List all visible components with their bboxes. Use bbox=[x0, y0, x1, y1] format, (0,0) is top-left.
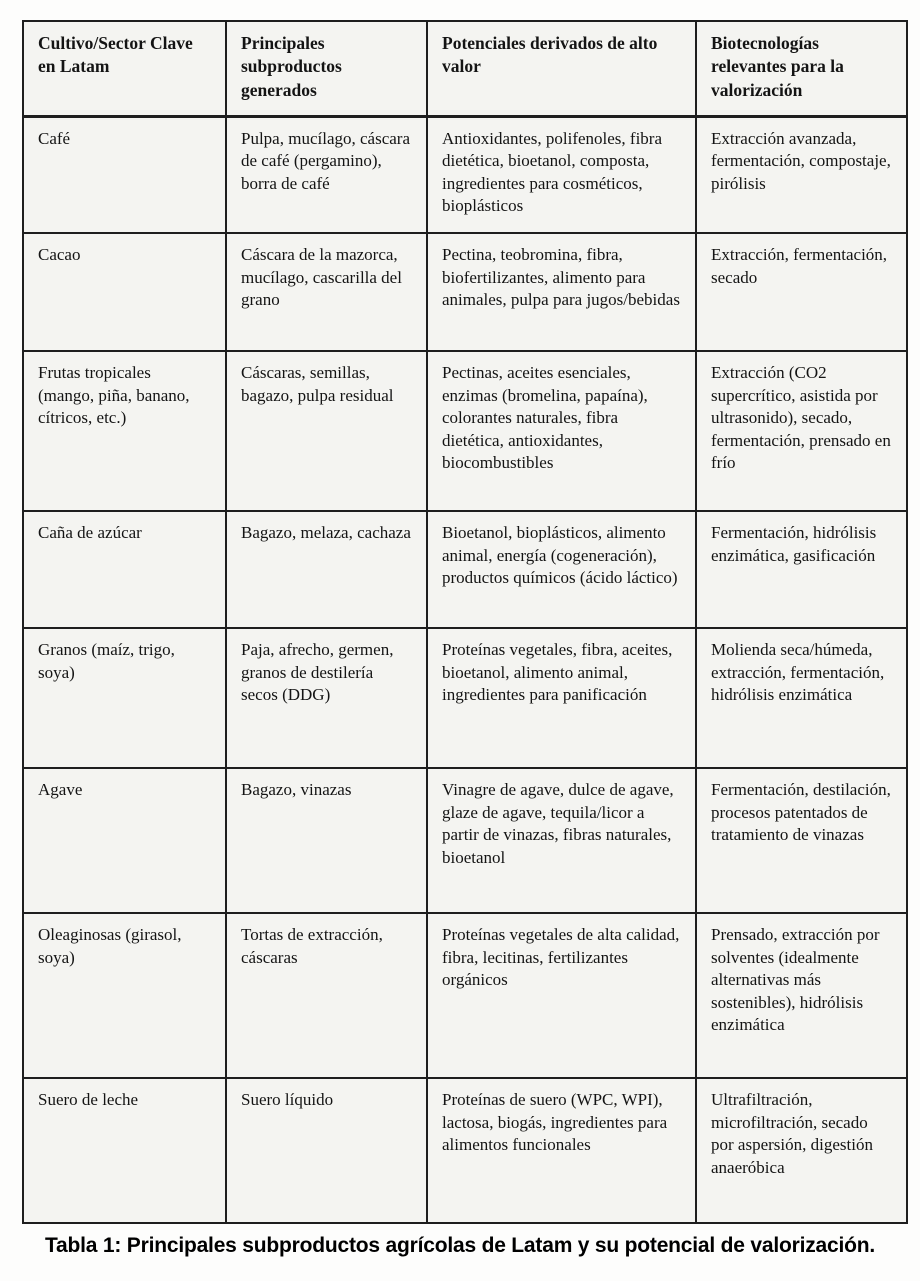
cell-derivatives: Vinagre de agave, dulce de agave, glaze de agave, tequila/licor a partir de vinazas, fibras naturales, bioetanol bbox=[427, 768, 696, 913]
cell-crop: Suero de leche bbox=[23, 1078, 226, 1223]
cell-derivatives: Bioetanol, bioplásticos, alimento animal, energía (cogeneración), productos químicos (ácido láctico) bbox=[427, 511, 696, 628]
table-row-cana-de-azucar bbox=[23, 511, 907, 628]
table-row-cafe bbox=[23, 116, 907, 233]
cell-crop: Granos (maíz, trigo, soya) bbox=[23, 628, 226, 768]
cell-crop: Oleaginosas (girasol, soya) bbox=[23, 913, 226, 1078]
cell-byproducts: Suero líquido bbox=[226, 1078, 427, 1223]
cell-biotech: Ultrafiltración, microfiltración, secado por aspersión, digestión anaeróbica bbox=[696, 1078, 907, 1223]
cell-byproducts: Pulpa, mucílago, cáscara de café (pergamino), borra de café bbox=[226, 116, 427, 233]
table-row-cacao bbox=[23, 233, 907, 351]
byproducts-valorization-table bbox=[22, 20, 908, 1224]
cell-byproducts: Cáscara de la mazorca, mucílago, cascarilla del grano bbox=[226, 233, 427, 351]
cell-crop: Frutas tropicales (mango, piña, banano, cítricos, etc.) bbox=[23, 351, 226, 511]
cell-byproducts: Cáscaras, semillas, bagazo, pulpa residual bbox=[226, 351, 427, 511]
cell-biotech: Prensado, extracción por solventes (idealmente alternativas más sostenibles), hidrólisis enzimática bbox=[696, 913, 907, 1078]
header-cell-biotech: Biotecnologías relevantes para la valorización bbox=[696, 21, 907, 116]
cell-biotech: Extracción, fermentación, secado bbox=[696, 233, 907, 351]
cell-byproducts: Tortas de extracción, cáscaras bbox=[226, 913, 427, 1078]
cell-derivatives: Proteínas vegetales de alta calidad, fibra, lecitinas, fertilizantes orgánicos bbox=[427, 913, 696, 1078]
cell-biotech: Extracción avanzada, fermentación, compostaje, pirólisis bbox=[696, 116, 907, 233]
cell-byproducts: Bagazo, melaza, cachaza bbox=[226, 511, 427, 628]
cell-derivatives: Proteínas vegetales, fibra, aceites, bioetanol, alimento animal, ingredientes para panificación bbox=[427, 628, 696, 768]
header-cell-crop: Cultivo/Sector Clave en Latam bbox=[23, 21, 226, 116]
cell-crop: Cacao bbox=[23, 233, 226, 351]
header-cell-byproducts: Principales subproductos generados bbox=[226, 21, 427, 116]
table-row-oleaginosas bbox=[23, 913, 907, 1078]
cell-crop: Caña de azúcar bbox=[23, 511, 226, 628]
cell-derivatives: Pectinas, aceites esenciales, enzimas (bromelina, papaína), colorantes naturales, fibra dietética, antioxidantes, biocombustibles bbox=[427, 351, 696, 511]
cell-biotech: Fermentación, destilación, procesos patentados de tratamiento de vinazas bbox=[696, 768, 907, 913]
cell-crop: Café bbox=[23, 116, 226, 233]
cell-derivatives: Proteínas de suero (WPC, WPI), lactosa, biogás, ingredientes para alimentos funcionales bbox=[427, 1078, 696, 1223]
cell-byproducts: Bagazo, vinazas bbox=[226, 768, 427, 913]
table-row-agave bbox=[23, 768, 907, 913]
cell-biotech: Extracción (CO2 supercrítico, asistida por ultrasonido), secado, fermentación, prensado en frío bbox=[696, 351, 907, 511]
table-header-row bbox=[23, 21, 907, 116]
table-row-suero-de-leche bbox=[23, 1078, 907, 1223]
cell-crop: Agave bbox=[23, 768, 226, 913]
header-cell-derivatives: Potenciales derivados de alto valor bbox=[427, 21, 696, 116]
table-row-granos bbox=[23, 628, 907, 768]
table-row-frutas-tropicales bbox=[23, 351, 907, 511]
cell-biotech: Molienda seca/húmeda, extracción, fermentación, hidrólisis enzimática bbox=[696, 628, 907, 768]
cell-biotech: Fermentación, hidrólisis enzimática, gasificación bbox=[696, 511, 907, 628]
cell-derivatives: Antioxidantes, polifenoles, fibra dietética, bioetanol, composta, ingredientes para cosméticos, bioplásticos bbox=[427, 116, 696, 233]
cell-byproducts: Paja, afrecho, germen, granos de destilería secos (DDG) bbox=[226, 628, 427, 768]
cell-derivatives: Pectina, teobromina, fibra, biofertilizantes, alimento para animales, pulpa para jugos/bebidas bbox=[427, 233, 696, 351]
table-caption: Tabla 1: Principales subproductos agrícolas de Latam y su potencial de valorización. bbox=[44, 1234, 876, 1257]
